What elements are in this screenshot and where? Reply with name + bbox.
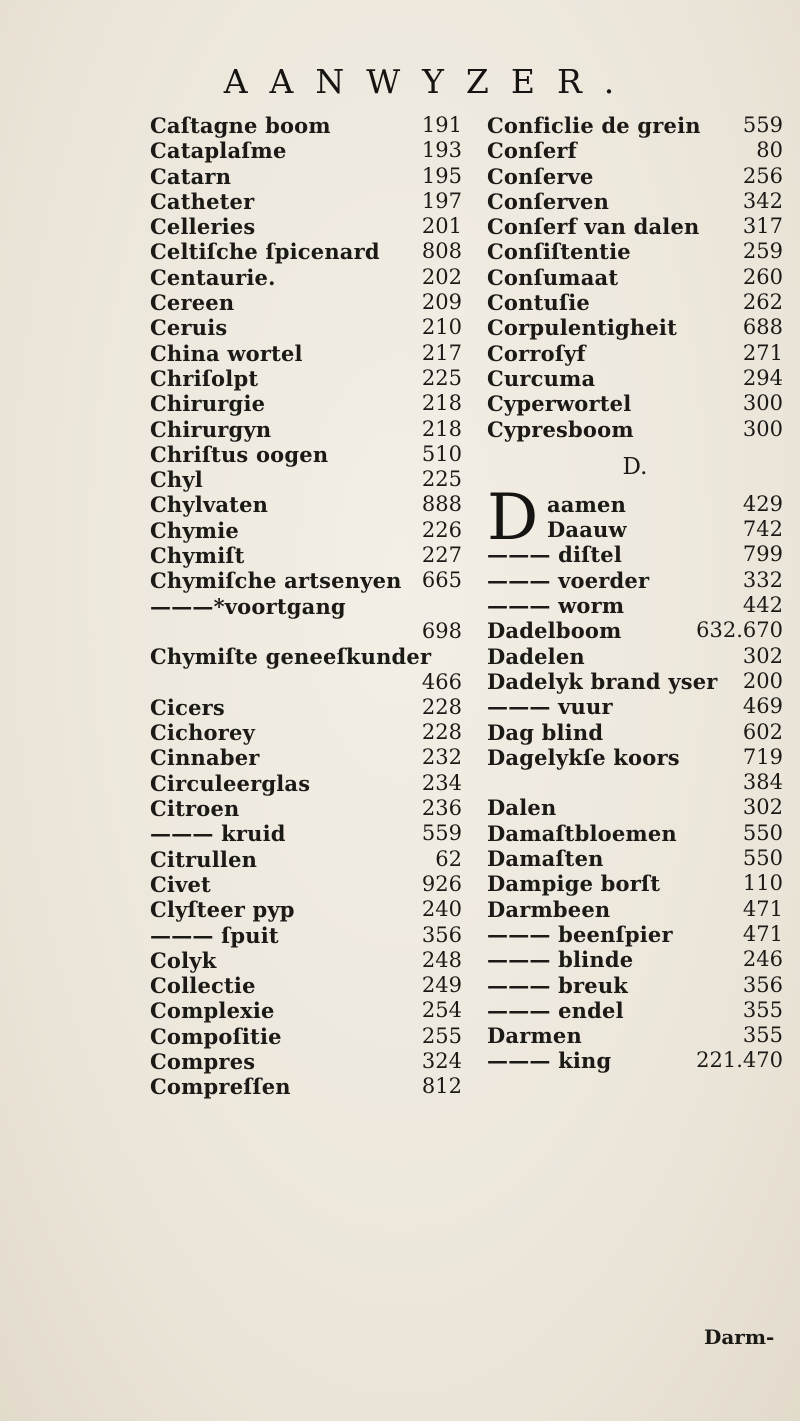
index-entry xyxy=(150,492,462,517)
index-entry xyxy=(150,265,462,290)
entry-page-number: 246 xyxy=(742,947,783,972)
entry-page-number: 926 xyxy=(421,871,462,896)
entry-term: Dalen xyxy=(487,795,557,821)
entry-term: ——— blinde xyxy=(487,947,634,973)
entry-page-number: 300 xyxy=(742,391,783,416)
entry-page-number: 356 xyxy=(421,922,462,947)
entry-page-number: 332 xyxy=(742,567,783,592)
entry-term: ——— endel xyxy=(487,997,624,1023)
entry-page-number: 559 xyxy=(421,821,462,846)
entry-term: Cypresboom xyxy=(487,416,634,442)
entry-term: Dadelen xyxy=(487,643,585,669)
entry-term: Caſtagne boom xyxy=(150,113,331,138)
entry-term: ——— beenſpier xyxy=(487,921,673,947)
entry-term: Dadelboom xyxy=(487,618,622,644)
index-entry xyxy=(487,871,783,896)
index-entry xyxy=(150,948,462,973)
entry-page-number: 210 xyxy=(421,315,462,340)
entry-page-number: 202 xyxy=(421,264,462,289)
index-entry xyxy=(150,644,462,669)
entry-page-number: 799 xyxy=(742,542,783,567)
index-entry xyxy=(150,1024,462,1049)
entry-page-number: 665 xyxy=(421,568,462,593)
entry-term: Cicers xyxy=(150,694,225,720)
index-entry xyxy=(150,189,462,214)
left-index-column xyxy=(150,113,462,1100)
entry-page-number: 234 xyxy=(421,770,462,795)
entry-term: Corpulentigheit xyxy=(487,315,678,341)
entry-page-number: 471 xyxy=(742,896,783,921)
entry-page-number: 688 xyxy=(742,315,783,340)
index-entry xyxy=(487,1048,783,1073)
entry-page-number: 259 xyxy=(742,239,783,264)
entry-page-number: 80 xyxy=(756,138,783,163)
index-entry xyxy=(150,518,462,543)
entry-page-number: 317 xyxy=(742,214,783,239)
index-entry xyxy=(150,1049,462,1074)
entry-page-number: 262 xyxy=(742,290,783,315)
index-entry xyxy=(150,341,462,366)
entry-term: Citroen xyxy=(150,796,240,822)
right-index-column xyxy=(487,113,783,1074)
entry-term: Darmbeen xyxy=(487,896,611,922)
entry-term: Chyl xyxy=(150,467,203,493)
entry-page-number: 442 xyxy=(742,593,783,618)
entry-page-number: 236 xyxy=(421,796,462,821)
index-entry xyxy=(487,265,783,290)
index-entry xyxy=(487,417,783,442)
entry-term: Chriſolpt xyxy=(150,365,259,391)
entry-term: Complexie xyxy=(150,998,275,1024)
index-entry xyxy=(150,745,462,770)
entry-term: Collectie xyxy=(150,973,256,999)
entry-page-number: 226 xyxy=(421,517,462,542)
entry-term: ——— ſpuit xyxy=(150,922,279,948)
index-entry xyxy=(487,239,783,264)
entry-page-number: 300 xyxy=(742,416,783,441)
entry-page-number: 110 xyxy=(742,871,783,896)
entry-page-number: 240 xyxy=(421,897,462,922)
index-entry xyxy=(487,492,783,517)
index-entry xyxy=(487,138,783,163)
entry-term: ——— vuur xyxy=(487,694,613,720)
index-entry xyxy=(150,771,462,796)
index-entry xyxy=(150,214,462,239)
index-entry xyxy=(150,391,462,416)
index-entry xyxy=(487,821,783,846)
entry-page-number: 217 xyxy=(421,340,462,365)
index-entry xyxy=(487,922,783,947)
index-entry xyxy=(487,947,783,972)
entry-page-number: 355 xyxy=(742,997,783,1022)
entry-page-number: 218 xyxy=(421,391,462,416)
index-entry xyxy=(150,138,462,163)
index-entry xyxy=(150,973,462,998)
index-entry xyxy=(487,517,783,542)
entry-term: Dagelykſe koors xyxy=(487,744,680,770)
index-entry xyxy=(487,770,783,795)
entry-page-number: 201 xyxy=(421,214,462,239)
catchword: Darm- xyxy=(704,1325,775,1349)
entry-page-number: 200 xyxy=(742,668,783,693)
index-entry xyxy=(150,543,462,568)
index-entry xyxy=(487,846,783,871)
entry-term: Cataplaſme xyxy=(150,138,287,164)
index-entry xyxy=(150,897,462,922)
index-entry xyxy=(487,315,783,340)
entry-term: Damaſtbloemen xyxy=(487,820,677,846)
index-entry xyxy=(487,214,783,239)
index-entry xyxy=(487,795,783,820)
entry-term: Catheter xyxy=(150,188,255,214)
entry-term: Darmen xyxy=(487,1023,582,1049)
entry-term: Cereen xyxy=(150,290,235,316)
entry-page-number: 225 xyxy=(421,467,462,492)
index-entry xyxy=(487,669,783,694)
entry-page-number: 355 xyxy=(742,1023,783,1048)
index-entry xyxy=(150,720,462,745)
index-entry xyxy=(150,821,462,846)
entry-page-number: 227 xyxy=(421,543,462,568)
entry-term: Dadelyk brand yser xyxy=(487,668,718,694)
index-entry xyxy=(150,417,462,442)
entry-page-number: 698 xyxy=(421,618,462,643)
entry-term: Catarn xyxy=(150,163,232,189)
index-entry xyxy=(150,467,462,492)
entry-page-number: 191 xyxy=(421,113,462,137)
index-entry xyxy=(487,1023,783,1048)
index-entry xyxy=(487,542,783,567)
index-entry xyxy=(487,113,783,138)
index-entry xyxy=(150,366,462,391)
index-entry xyxy=(150,568,462,593)
entry-term: Citrullen xyxy=(150,846,258,872)
index-entry xyxy=(150,998,462,1023)
entry-term: Cyperwortel xyxy=(487,391,632,417)
index-entry xyxy=(487,973,783,998)
entry-term: China wortel xyxy=(150,340,303,366)
index-entry xyxy=(487,189,783,214)
index-entry xyxy=(150,796,462,821)
entry-term: Damaſten xyxy=(487,846,604,872)
entry-page-number: 324 xyxy=(421,1048,462,1073)
entry-page-number: 254 xyxy=(421,998,462,1023)
entry-term: Conſerf van dalen xyxy=(487,214,700,240)
entry-term: Celtiſche ſpicenard xyxy=(150,239,380,265)
entry-page-number: 812 xyxy=(421,1074,462,1099)
index-entry xyxy=(487,568,783,593)
entry-term: Chymiſt xyxy=(150,543,245,569)
entry-term: ——— breuk xyxy=(487,972,629,998)
index-entry xyxy=(150,619,462,644)
entry-term: Chriſtus oogen xyxy=(150,441,329,467)
entry-term: Compres xyxy=(150,1048,256,1074)
entry-page-number: 218 xyxy=(421,416,462,441)
entry-term: Conſerve xyxy=(487,163,594,189)
entry-term: Ceruis xyxy=(150,315,228,341)
entry-page-number: 342 xyxy=(742,188,783,213)
entry-term: ———*voortgang xyxy=(150,593,346,619)
entry-term: ——— voerder xyxy=(487,567,650,593)
entry-page-number: 632.670 xyxy=(696,618,783,643)
entry-term: Compoſitie xyxy=(150,1023,282,1049)
entry-term: Chylvaten xyxy=(150,492,269,518)
index-entry xyxy=(487,164,783,189)
entry-page-number: 193 xyxy=(421,138,462,163)
index-entry xyxy=(487,897,783,922)
entry-page-number: 559 xyxy=(742,113,783,137)
entry-term: Daauw xyxy=(547,517,627,543)
index-entry xyxy=(150,113,462,138)
index-entry xyxy=(150,442,462,467)
drop-cap: D xyxy=(487,480,539,555)
index-entry xyxy=(150,872,462,897)
index-entry xyxy=(150,695,462,720)
entry-page-number: 302 xyxy=(742,795,783,820)
entry-term: ——— king xyxy=(487,1048,612,1074)
entry-term: Curcuma xyxy=(487,365,596,391)
entry-page-number: 260 xyxy=(742,264,783,289)
entry-page-number: 719 xyxy=(742,744,783,769)
entry-term: Compreſſen xyxy=(150,1074,291,1100)
entry-term: Celleries xyxy=(150,214,256,240)
entry-term: Dampige borſt xyxy=(487,871,661,897)
index-entry xyxy=(487,745,783,770)
entry-term: Conſiſtentie xyxy=(487,239,631,265)
index-entry xyxy=(150,164,462,189)
index-entry xyxy=(150,315,462,340)
entry-term: Circuleerglas xyxy=(150,770,311,796)
index-entry xyxy=(150,923,462,948)
entry-term: Clyſteer pyp xyxy=(150,897,295,923)
index-entry xyxy=(150,239,462,264)
entry-page-number: 429 xyxy=(742,491,783,516)
entry-term: Conſerf xyxy=(487,138,577,164)
index-entry xyxy=(487,694,783,719)
entry-term: Civet xyxy=(150,871,211,897)
entry-page-number: 209 xyxy=(421,290,462,315)
entry-page-number: 356 xyxy=(742,972,783,997)
index-entry xyxy=(487,998,783,1023)
page-title: AANWYZER. xyxy=(223,62,637,101)
entry-page-number: 888 xyxy=(421,492,462,517)
entry-term: Chymiſche artsenyen xyxy=(150,568,402,594)
entry-page-number: 255 xyxy=(421,1023,462,1048)
entry-page-number: 249 xyxy=(421,973,462,998)
entry-page-number: 550 xyxy=(742,846,783,871)
index-entry xyxy=(150,1074,462,1099)
entry-term: Cichorey xyxy=(150,720,255,746)
index-entry xyxy=(150,670,462,695)
entry-page-number: 228 xyxy=(421,720,462,745)
section-d-entries xyxy=(487,480,783,1074)
index-entry xyxy=(487,341,783,366)
entry-page-number: 197 xyxy=(421,188,462,213)
entry-page-number: 469 xyxy=(742,694,783,719)
entry-term: Chirurgyn xyxy=(150,416,272,442)
entry-page-number: 602 xyxy=(742,719,783,744)
entry-page-number: 248 xyxy=(421,947,462,972)
index-entry xyxy=(150,290,462,315)
index-entry xyxy=(487,618,783,643)
entry-term: ——— kruid xyxy=(150,821,286,847)
entry-term: Conſumaat xyxy=(487,264,619,290)
index-entry xyxy=(487,391,783,416)
entry-page-number: 294 xyxy=(742,365,783,390)
index-entry xyxy=(487,366,783,391)
entry-page-number: 510 xyxy=(421,441,462,466)
entry-page-number: 271 xyxy=(742,340,783,365)
entry-page-number: 471 xyxy=(742,921,783,946)
entry-page-number: 742 xyxy=(742,517,783,542)
entry-term: aamen xyxy=(547,491,627,517)
section-heading: D. xyxy=(622,453,648,480)
entry-term: Dag blind xyxy=(487,719,604,745)
entry-page-number: 302 xyxy=(742,643,783,668)
entry-page-number: 221.470 xyxy=(696,1048,783,1073)
index-entry xyxy=(487,644,783,669)
index-entry xyxy=(487,593,783,618)
index-entry xyxy=(487,720,783,745)
entry-page-number: 62 xyxy=(435,846,462,871)
entry-page-number: 195 xyxy=(421,163,462,188)
entry-page-number: 232 xyxy=(421,745,462,770)
entry-term: Centaurie. xyxy=(150,264,276,290)
entry-page-number: 550 xyxy=(742,820,783,845)
index-entry xyxy=(150,847,462,872)
entry-page-number: 225 xyxy=(421,365,462,390)
entry-term: Chirurgie xyxy=(150,391,266,417)
entry-page-number: 808 xyxy=(421,239,462,264)
index-entry xyxy=(150,594,462,619)
entry-page-number: 256 xyxy=(742,163,783,188)
entry-term: ——— worm xyxy=(487,593,625,619)
entry-term: Corroſyf xyxy=(487,340,586,366)
entry-term: Chymie xyxy=(150,517,239,543)
entry-term: Colyk xyxy=(150,947,217,973)
entry-term: Chymiſte geneeſkunder xyxy=(150,644,432,670)
entry-term: ——— diſtel xyxy=(487,542,623,568)
index-entry xyxy=(487,290,783,315)
entry-page-number: 466 xyxy=(421,669,462,694)
entry-term: Contuſie xyxy=(487,290,590,316)
entry-term: Cinnaber xyxy=(150,745,260,771)
entry-page-number: 228 xyxy=(421,694,462,719)
entry-term: Conſerven xyxy=(487,188,610,214)
entry-term: Conficlie de grein xyxy=(487,113,701,138)
entry-page-number: 384 xyxy=(742,770,783,795)
